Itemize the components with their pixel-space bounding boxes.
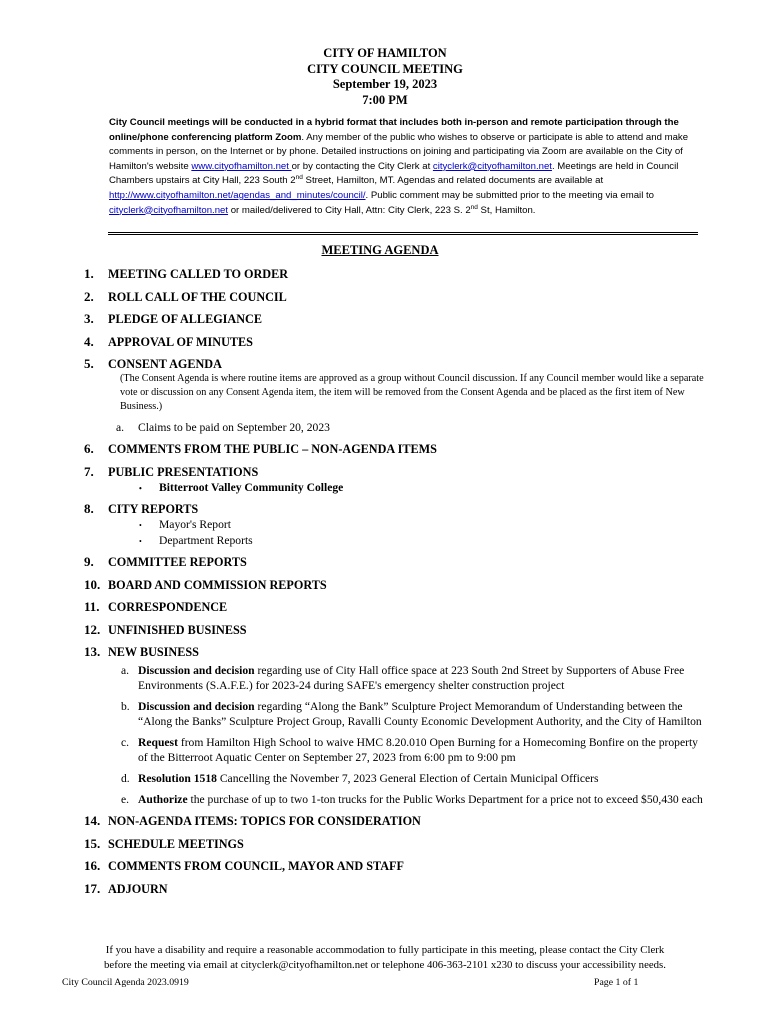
new-business-action: Resolution 1518 — [138, 772, 217, 785]
agenda-item-number: 1. — [84, 266, 94, 281]
document-header — [0, 46, 770, 108]
meeting-name: CITY COUNCIL MEETING — [307, 61, 463, 76]
agenda-item-row — [84, 554, 714, 577]
agenda-item — [84, 334, 714, 357]
agenda-item-title: PLEDGE OF ALLEGIANCE — [108, 312, 262, 326]
bullet-item — [139, 517, 714, 533]
new-business-action: Authorize — [138, 793, 188, 806]
accessibility-note-line: before the meeting via email at cityclerk@cityofhamilton.net or telephone 406-363-2101 x230 to discuss your accessibility needs. — [104, 959, 666, 971]
agenda-item-title: ADJOURN — [108, 881, 168, 896]
agenda-item-row — [84, 577, 714, 600]
agenda-item-row — [84, 644, 714, 663]
agenda-item-number: 15. — [84, 835, 101, 851]
agenda-item-row — [84, 881, 714, 904]
new-business-label: d. — [121, 772, 130, 785]
agenda-item-row — [84, 599, 714, 622]
consent-item-label: a. — [116, 421, 125, 434]
intro-text: Street, Hamilton, MT. Agendas and related documents are available at — [302, 175, 604, 187]
agenda-item-row — [84, 858, 714, 881]
agenda-item — [84, 599, 714, 622]
agenda-item-title: ROLL CALL OF THE COUNCIL — [108, 289, 287, 304]
agenda-item-number: 12. — [84, 621, 101, 637]
agenda-item-row — [84, 441, 714, 464]
divider — [108, 232, 698, 235]
document-name: City Council Agenda 2023.0919 — [62, 977, 189, 988]
agenda-items — [84, 266, 714, 903]
agenda-item-title: NEW BUSINESS — [108, 645, 199, 659]
agenda-item-row — [84, 289, 714, 312]
new-business-label: e. — [121, 793, 130, 806]
new-business-action: Request — [138, 736, 178, 749]
bullet-icon: • — [139, 521, 142, 530]
intro-text: . Meetings are held in Council Chambers upstairs at City Hall, 223 South 2 — [109, 160, 679, 187]
agenda-item-title: APPROVAL OF MINUTES — [108, 334, 253, 349]
new-business-text: the purchase of up to two 1-ton trucks for the Public Works Department for a price not to exceed $50,430 each — [187, 793, 703, 806]
bullet-icon: • — [139, 483, 142, 493]
agenda-item-title: COMMENTS FROM COUNCIL, MAYOR AND STAFF — [108, 859, 404, 873]
clerk-email-link[interactable]: cityclerk@cityofhamilton.net — [432, 160, 552, 172]
agenda-item — [84, 881, 714, 904]
bullet-text: Department Reports — [159, 533, 253, 547]
agenda-item-row — [84, 813, 714, 836]
agenda-item — [84, 554, 714, 577]
agenda-item-title: SCHEDULE MEETINGS — [108, 836, 244, 851]
new-business-item — [121, 792, 708, 807]
agenda-item-row — [84, 356, 714, 372]
superscript: nd — [470, 203, 478, 211]
meeting-time: 7:00 PM — [362, 92, 408, 107]
agenda-item-number: 3. — [84, 311, 94, 326]
new-business-text: regarding use of City Hall office space at 223 South 2nd Street by Supporters of Abuse Free Environments (S.A.F.E.) for 2023-24 during SAFE's emergency shelter construction project — [138, 664, 685, 692]
agenda-item-number: 17. — [84, 880, 101, 896]
new-business-item — [121, 663, 708, 693]
agenda-item-number: 11. — [84, 599, 100, 614]
agenda-item-number: 13. — [84, 644, 101, 659]
agenda-item-number: 10. — [84, 576, 101, 592]
city-name: CITY OF HAMILTON — [323, 46, 447, 60]
new-business-item — [121, 735, 708, 765]
agenda-item-row — [84, 464, 714, 480]
agenda-item-number: 2. — [84, 288, 94, 304]
agenda-item-number: 7. — [84, 463, 94, 479]
agendas-link[interactable]: http://www.cityofhamilton.net/agendas_and_minutes/council/ — [109, 189, 366, 201]
agenda-item-row — [84, 622, 714, 645]
agenda-item-number: 9. — [84, 554, 94, 569]
intro-text: or by contacting the City Clerk at — [291, 160, 433, 172]
agenda-item — [84, 289, 714, 312]
agenda-item — [84, 356, 714, 435]
intro-paragraph — [109, 116, 699, 218]
agenda-item — [84, 644, 714, 807]
agenda-item — [84, 441, 714, 464]
agenda-item — [84, 858, 714, 881]
new-business-item — [121, 771, 708, 786]
agenda-item-title: CONSENT AGENDA — [108, 357, 222, 371]
accessibility-note — [0, 943, 770, 973]
intro-text: or mailed/delivered to City Hall, Attn: City Clerk, 223 S. 2 — [228, 204, 471, 216]
new-business-item — [121, 699, 708, 729]
agenda-item-row — [84, 836, 714, 859]
agenda-item — [84, 464, 714, 496]
intro-bold-text: City Council meetings will be conducted in a hybrid format that includes both in-person and remote participation through the online/phone conferencing platform Zoom — [109, 117, 679, 143]
new-business-text: from Hamilton High School to waive HMC 8.20.010 Open Burning for a Homecoming Bonfire on the property of the Bitterroot Aquatic Center on September 27, 2023 from 6:00 pm to 9:00 pm — [138, 736, 698, 764]
agenda-item-title: UNFINISHED BUSINESS — [108, 622, 247, 637]
agenda-item-row — [84, 311, 714, 334]
clerk-email-link-2[interactable]: cityclerk@cityofhamilton.net — [109, 204, 229, 216]
agenda-item-row — [84, 266, 714, 289]
new-business-label: b. — [121, 700, 130, 713]
agenda-item-number: 5. — [84, 356, 94, 371]
agenda-item-title: BOARD AND COMMISSION REPORTS — [108, 577, 327, 592]
new-business-label: a. — [121, 664, 130, 677]
consent-item-text: Claims to be paid on September 20, 2023 — [138, 421, 330, 434]
agenda-item-number: 6. — [84, 441, 94, 456]
agenda-item-title: CITY REPORTS — [108, 502, 199, 516]
agenda-item-title: PUBLIC PRESENTATIONS — [108, 464, 259, 479]
bullet-text: Mayor's Report — [159, 518, 231, 531]
agenda-item-number: 4. — [84, 333, 94, 349]
consent-agenda-note: (The Consent Agenda is where routine items are approved as a group without Council discussion. If any Council member would like a separate vote or discussion on any Consent Agenda item, the item will be removed from the Consent Agenda and be placed as the first item of New Business.) — [120, 373, 704, 412]
new-business-action: Discussion and decision — [138, 700, 255, 713]
meeting-date: September 19, 2023 — [332, 77, 438, 91]
consent-item — [116, 420, 714, 435]
agenda-item-number: 8. — [84, 501, 94, 516]
intro-text: St, Hamilton. — [477, 204, 536, 216]
agenda-item-title: CORRESPONDENCE — [108, 600, 228, 614]
website-link[interactable]: www.cityofhamilton.net — [191, 160, 292, 172]
agenda-item — [84, 622, 714, 645]
agenda-item-title: MEETING CALLED TO ORDER — [108, 267, 289, 281]
agenda-item-row — [84, 334, 714, 357]
intro-text: . Public comment may be submitted prior to the meeting via email to — [365, 189, 654, 201]
bullet-text: Bitterroot Valley Community College — [159, 480, 344, 494]
agenda-item — [84, 577, 714, 600]
new-business-action: Discussion and decision — [138, 664, 255, 677]
agenda-item-number: 14. — [84, 813, 101, 828]
new-business-label: c. — [121, 736, 130, 749]
intro-text: . Any member of the public who wishes to observe or participate is able to attend and make comments in person, on the Internet or by phone. Detailed instructions on joining and participating via Zoom are available on the City of Hamilton's website — [109, 131, 689, 172]
agenda-item — [84, 836, 714, 859]
agenda-item — [84, 266, 714, 289]
accessibility-note-line: If you have a disability and require a reasonable accommodation to fully participate in this meeting, please contact the City Clerk — [105, 944, 665, 956]
bullet-item — [139, 533, 714, 549]
bullet-icon: • — [139, 536, 142, 546]
superscript: nd — [295, 174, 303, 182]
agenda-item-title: COMMENTS FROM THE PUBLIC – NON-AGENDA ITEMS — [108, 442, 437, 456]
agenda-item-title: NON-AGENDA ITEMS: TOPICS FOR CONSIDERATION — [108, 814, 421, 828]
agenda-item — [84, 311, 714, 334]
new-business-text: regarding “Along the Bank” Sculpture Project Memorandum of Understanding between the “Along the Banks” Sculpture Project Group, Ravalli County Economic Development Authority, and the City of Hamilton — [138, 700, 702, 728]
new-business-text: Cancelling the November 7, 2023 General Election of Certain Municipal Officers — [216, 772, 599, 785]
agenda-item-title: COMMITTEE REPORTS — [108, 555, 247, 569]
agenda-item-row — [84, 501, 714, 517]
agenda-title: MEETING AGENDA — [321, 243, 439, 257]
agenda-item — [84, 501, 714, 548]
page-number: Page 1 of 1 — [594, 977, 639, 988]
bullet-item — [139, 480, 714, 496]
agenda-item-number: 16. — [84, 858, 101, 873]
agenda-item — [84, 813, 714, 836]
